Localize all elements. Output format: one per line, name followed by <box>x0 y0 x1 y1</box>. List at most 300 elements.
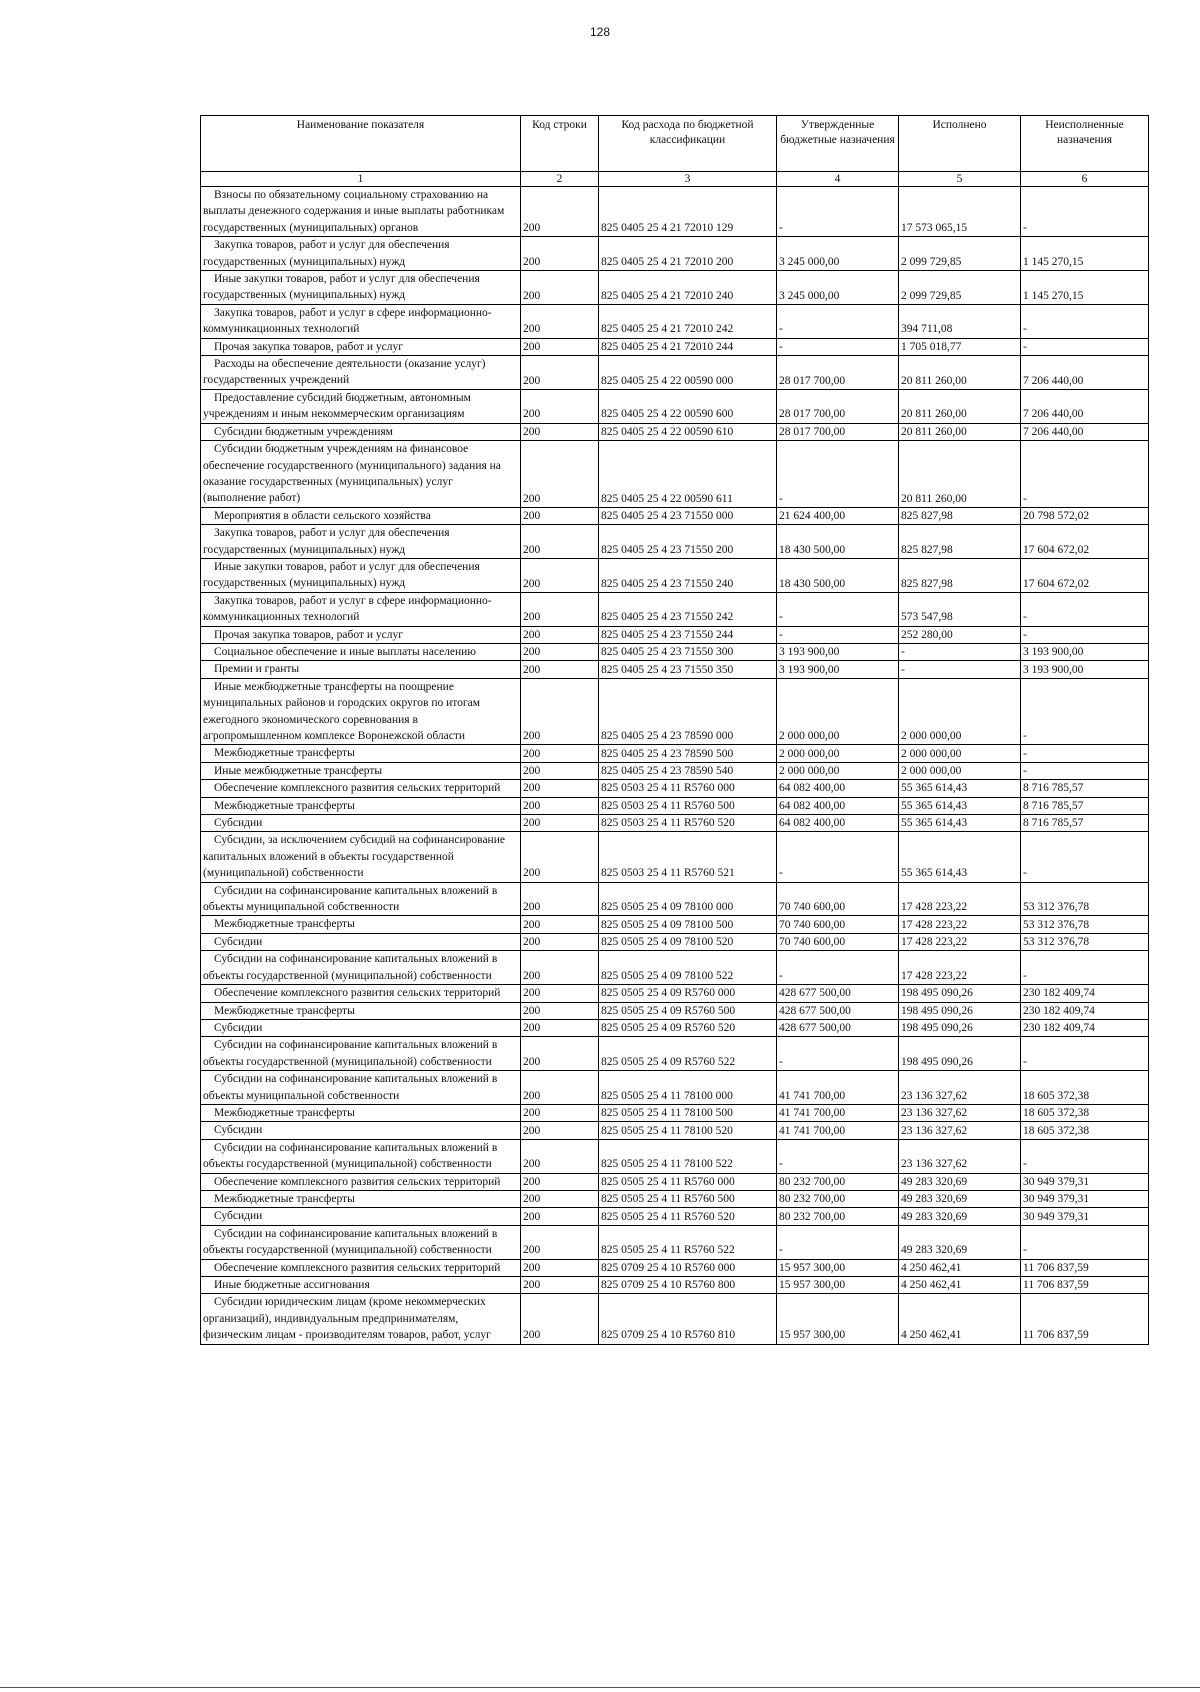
unexecuted-amount: - <box>1021 832 1149 882</box>
approved-amount: 70 740 600,00 <box>777 916 899 933</box>
line-code: 200 <box>521 441 599 508</box>
budget-class-code: 825 0505 25 4 09 78100 500 <box>599 916 777 933</box>
budget-class-code: 825 0405 25 4 21 72010 242 <box>599 304 777 338</box>
indicator-name: Обеспечение комплексного развития сельских территорий <box>201 780 521 797</box>
executed-amount: 4 250 462,41 <box>899 1259 1021 1276</box>
unexecuted-amount: - <box>1021 592 1149 626</box>
table-row <box>201 1139 1149 1173</box>
executed-amount: 1 705 018,77 <box>899 338 1021 355</box>
line-code: 200 <box>521 237 599 271</box>
table-row <box>201 797 1149 814</box>
indicator-name: Премии и гранты <box>201 661 521 678</box>
unexecuted-amount: - <box>1021 951 1149 985</box>
column-number: 4 <box>777 172 899 187</box>
budget-class-code: 825 0505 25 4 09 R5760 522 <box>599 1037 777 1071</box>
unexecuted-amount: - <box>1021 678 1149 745</box>
approved-amount: - <box>777 304 899 338</box>
column-number: 1 <box>201 172 521 187</box>
line-code: 200 <box>521 304 599 338</box>
indicator-name: Закупка товаров, работ и услуг для обеспечения государственных (муниципальных) нужд <box>201 525 521 559</box>
unexecuted-amount: 3 193 900,00 <box>1021 661 1149 678</box>
budget-class-code: 825 0405 25 4 21 72010 129 <box>599 187 777 237</box>
line-code: 200 <box>521 389 599 423</box>
line-code: 200 <box>521 762 599 779</box>
approved-amount: - <box>777 832 899 882</box>
indicator-name: Закупка товаров, работ и услуг для обеспечения государственных (муниципальных) нужд <box>201 237 521 271</box>
executed-amount: 55 365 614,43 <box>899 797 1021 814</box>
budget-class-code: 825 0405 25 4 23 71550 300 <box>599 643 777 660</box>
budget-class-code: 825 0505 25 4 09 78100 520 <box>599 933 777 950</box>
unexecuted-amount: 3 193 900,00 <box>1021 643 1149 660</box>
table-row <box>201 389 1149 423</box>
approved-amount: 2 000 000,00 <box>777 745 899 762</box>
header-approved: Утвержденные бюджетные назначения <box>777 116 899 172</box>
indicator-name: Иные межбюджетные трансферты <box>201 762 521 779</box>
table-row <box>201 643 1149 660</box>
unexecuted-amount: 7 206 440,00 <box>1021 356 1149 390</box>
budget-class-code: 825 0503 25 4 11 R5760 000 <box>599 780 777 797</box>
approved-amount: 64 082 400,00 <box>777 815 899 832</box>
table-row <box>201 271 1149 305</box>
indicator-name: Субсидии бюджетным учреждениям <box>201 423 521 440</box>
executed-amount: 23 136 327,62 <box>899 1071 1021 1105</box>
line-code: 200 <box>521 1122 599 1139</box>
indicator-name: Межбюджетные трансферты <box>201 1002 521 1019</box>
budget-class-code: 825 0505 25 4 11 78100 522 <box>599 1139 777 1173</box>
executed-amount: 17 428 223,22 <box>899 951 1021 985</box>
table-row <box>201 1104 1149 1121</box>
approved-amount: 64 082 400,00 <box>777 797 899 814</box>
indicator-name: Субсидии на софинансирование капитальных вложений в объекты государственной (муниципальной) собственности <box>201 1225 521 1259</box>
executed-amount: 17 428 223,22 <box>899 882 1021 916</box>
table-row <box>201 187 1149 237</box>
unexecuted-amount: 18 605 372,38 <box>1021 1104 1149 1121</box>
unexecuted-amount: - <box>1021 1225 1149 1259</box>
budget-class-code: 825 0405 25 4 22 00590 600 <box>599 389 777 423</box>
executed-amount: - <box>899 661 1021 678</box>
budget-class-code: 825 0505 25 4 11 78100 500 <box>599 1104 777 1121</box>
unexecuted-amount: 17 604 672,02 <box>1021 525 1149 559</box>
indicator-name: Межбюджетные трансферты <box>201 797 521 814</box>
budget-class-code: 825 0405 25 4 22 00590 610 <box>599 423 777 440</box>
unexecuted-amount: 17 604 672,02 <box>1021 558 1149 592</box>
executed-amount: 2 099 729,85 <box>899 271 1021 305</box>
executed-amount: 49 283 320,69 <box>899 1173 1021 1190</box>
budget-class-code: 825 0503 25 4 11 R5760 521 <box>599 832 777 882</box>
approved-amount: 15 957 300,00 <box>777 1277 899 1294</box>
unexecuted-amount: 11 706 837,59 <box>1021 1277 1149 1294</box>
executed-amount: 23 136 327,62 <box>899 1139 1021 1173</box>
table-row <box>201 1019 1149 1036</box>
line-code: 200 <box>521 1294 599 1344</box>
budget-class-code: 825 0405 25 4 21 72010 240 <box>599 271 777 305</box>
table-row <box>201 1259 1149 1276</box>
indicator-name: Субсидии бюджетным учреждениям на финансовое обеспечение государственного (муниципального) задания на оказание государственных (муниципальных) услуг (выполнение работ) <box>201 441 521 508</box>
line-code: 200 <box>521 1208 599 1225</box>
budget-class-code: 825 0405 25 4 23 71550 242 <box>599 592 777 626</box>
line-code: 200 <box>521 1071 599 1105</box>
table-row <box>201 441 1149 508</box>
budget-class-code: 825 0503 25 4 11 R5760 520 <box>599 815 777 832</box>
approved-amount: 28 017 700,00 <box>777 389 899 423</box>
budget-class-code: 825 0505 25 4 11 R5760 520 <box>599 1208 777 1225</box>
table-row <box>201 661 1149 678</box>
approved-amount: 21 624 400,00 <box>777 507 899 524</box>
approved-amount: 70 740 600,00 <box>777 882 899 916</box>
budget-class-code: 825 0405 25 4 23 78590 540 <box>599 762 777 779</box>
budget-class-code: 825 0505 25 4 09 R5760 520 <box>599 1019 777 1036</box>
executed-amount: 198 495 090,26 <box>899 985 1021 1002</box>
unexecuted-amount: 30 949 379,31 <box>1021 1208 1149 1225</box>
executed-amount: 55 365 614,43 <box>899 780 1021 797</box>
table-row <box>201 1071 1149 1105</box>
unexecuted-amount: 53 312 376,78 <box>1021 916 1149 933</box>
executed-amount: 198 495 090,26 <box>899 1019 1021 1036</box>
table-row <box>201 678 1149 745</box>
approved-amount: - <box>777 187 899 237</box>
budget-class-code: 825 0505 25 4 11 R5760 522 <box>599 1225 777 1259</box>
budget-class-code: 825 0405 25 4 23 71550 240 <box>599 558 777 592</box>
table-row <box>201 745 1149 762</box>
budget-class-code: 825 0405 25 4 21 72010 244 <box>599 338 777 355</box>
approved-amount: 3 245 000,00 <box>777 237 899 271</box>
unexecuted-amount: 30 949 379,31 <box>1021 1173 1149 1190</box>
executed-amount: 49 283 320,69 <box>899 1190 1021 1207</box>
executed-amount: 394 711,08 <box>899 304 1021 338</box>
budget-class-code: 825 0505 25 4 09 R5760 500 <box>599 1002 777 1019</box>
approved-amount: - <box>777 951 899 985</box>
unexecuted-amount: - <box>1021 1037 1149 1071</box>
approved-amount: - <box>777 1139 899 1173</box>
unexecuted-amount: 8 716 785,57 <box>1021 797 1149 814</box>
unexecuted-amount: 230 182 409,74 <box>1021 1019 1149 1036</box>
table-row <box>201 558 1149 592</box>
line-code: 200 <box>521 780 599 797</box>
indicator-name: Обеспечение комплексного развития сельских территорий <box>201 1173 521 1190</box>
executed-amount: 20 811 260,00 <box>899 356 1021 390</box>
table-row <box>201 304 1149 338</box>
table-row <box>201 507 1149 524</box>
approved-amount: 3 193 900,00 <box>777 643 899 660</box>
unexecuted-amount: 11 706 837,59 <box>1021 1294 1149 1344</box>
line-code: 200 <box>521 1259 599 1276</box>
page-bottom-rule <box>0 1687 1200 1688</box>
line-code: 200 <box>521 882 599 916</box>
unexecuted-amount: 8 716 785,57 <box>1021 815 1149 832</box>
budget-class-code: 825 0505 25 4 11 R5760 500 <box>599 1190 777 1207</box>
executed-amount: 49 283 320,69 <box>899 1208 1021 1225</box>
approved-amount: - <box>777 1037 899 1071</box>
executed-amount: 23 136 327,62 <box>899 1122 1021 1139</box>
executed-amount: 2 099 729,85 <box>899 237 1021 271</box>
indicator-name: Субсидии <box>201 1019 521 1036</box>
approved-amount: 41 741 700,00 <box>777 1122 899 1139</box>
line-code: 200 <box>521 356 599 390</box>
approved-amount: - <box>777 441 899 508</box>
approved-amount: 70 740 600,00 <box>777 933 899 950</box>
line-code: 200 <box>521 1139 599 1173</box>
approved-amount: 18 430 500,00 <box>777 558 899 592</box>
table-row <box>201 1002 1149 1019</box>
table-row <box>201 338 1149 355</box>
approved-amount: 15 957 300,00 <box>777 1259 899 1276</box>
budget-class-code: 825 0405 25 4 23 71550 244 <box>599 626 777 643</box>
column-number: 5 <box>899 172 1021 187</box>
budget-class-code: 825 0503 25 4 11 R5760 500 <box>599 797 777 814</box>
table-row <box>201 780 1149 797</box>
unexecuted-amount: 8 716 785,57 <box>1021 780 1149 797</box>
unexecuted-amount: 53 312 376,78 <box>1021 882 1149 916</box>
column-number: 2 <box>521 172 599 187</box>
approved-amount: 80 232 700,00 <box>777 1208 899 1225</box>
table-row <box>201 882 1149 916</box>
budget-class-code: 825 0709 25 4 10 R5760 000 <box>599 1259 777 1276</box>
unexecuted-amount: - <box>1021 1139 1149 1173</box>
indicator-name: Субсидии на софинансирование капитальных вложений в объекты муниципальной собственности <box>201 1071 521 1105</box>
line-code: 200 <box>521 1225 599 1259</box>
unexecuted-amount: 7 206 440,00 <box>1021 389 1149 423</box>
executed-amount: 198 495 090,26 <box>899 1037 1021 1071</box>
line-code: 200 <box>521 678 599 745</box>
approved-amount: 41 741 700,00 <box>777 1104 899 1121</box>
line-code: 200 <box>521 933 599 950</box>
table-body <box>201 187 1149 1345</box>
unexecuted-amount: - <box>1021 441 1149 508</box>
approved-amount: 2 000 000,00 <box>777 762 899 779</box>
indicator-name: Субсидии <box>201 1208 521 1225</box>
approved-amount: 428 677 500,00 <box>777 1019 899 1036</box>
budget-class-code: 825 0505 25 4 11 R5760 000 <box>599 1173 777 1190</box>
approved-amount: - <box>777 626 899 643</box>
line-code: 200 <box>521 338 599 355</box>
line-code: 200 <box>521 525 599 559</box>
table-row <box>201 1277 1149 1294</box>
budget-class-code: 825 0405 25 4 23 78590 500 <box>599 745 777 762</box>
line-code: 200 <box>521 661 599 678</box>
executed-amount: 55 365 614,43 <box>899 815 1021 832</box>
budget-class-code: 825 0405 25 4 22 00590 000 <box>599 356 777 390</box>
unexecuted-amount: 30 949 379,31 <box>1021 1190 1149 1207</box>
indicator-name: Субсидии юридическим лицам (кроме некоммерческих организаций), индивидуальным предпринимателям, физическим лицам - производителям товаров, работ, услуг <box>201 1294 521 1344</box>
indicator-name: Иные закупки товаров, работ и услуг для обеспечения государственных (муниципальных) нужд <box>201 558 521 592</box>
table-row <box>201 356 1149 390</box>
page-number: 128 <box>589 25 611 39</box>
executed-amount: 825 827,98 <box>899 525 1021 559</box>
approved-amount: 28 017 700,00 <box>777 356 899 390</box>
table-row <box>201 762 1149 779</box>
table-row <box>201 1208 1149 1225</box>
line-code: 200 <box>521 507 599 524</box>
line-code: 200 <box>521 592 599 626</box>
indicator-name: Обеспечение комплексного развития сельских территорий <box>201 1259 521 1276</box>
executed-amount: 4 250 462,41 <box>899 1294 1021 1344</box>
indicator-name: Прочая закупка товаров, работ и услуг <box>201 338 521 355</box>
executed-amount: 55 365 614,43 <box>899 832 1021 882</box>
line-code: 200 <box>521 815 599 832</box>
unexecuted-amount: - <box>1021 187 1149 237</box>
approved-amount: 428 677 500,00 <box>777 1002 899 1019</box>
line-code: 200 <box>521 1277 599 1294</box>
executed-amount: 17 428 223,22 <box>899 933 1021 950</box>
indicator-name: Межбюджетные трансферты <box>201 745 521 762</box>
line-code: 200 <box>521 626 599 643</box>
executed-amount: 825 827,98 <box>899 558 1021 592</box>
executed-amount: 17 573 065,15 <box>899 187 1021 237</box>
table-row <box>201 1037 1149 1071</box>
indicator-name: Иные бюджетные ассигнования <box>201 1277 521 1294</box>
approved-amount: 428 677 500,00 <box>777 985 899 1002</box>
unexecuted-amount: - <box>1021 338 1149 355</box>
table-row <box>201 626 1149 643</box>
table-row <box>201 423 1149 440</box>
budget-class-code: 825 0405 25 4 23 78590 000 <box>599 678 777 745</box>
budget-class-code: 825 0405 25 4 23 71550 200 <box>599 525 777 559</box>
unexecuted-amount: 18 605 372,38 <box>1021 1071 1149 1105</box>
budget-class-code: 825 0405 25 4 23 71550 000 <box>599 507 777 524</box>
approved-amount: 28 017 700,00 <box>777 423 899 440</box>
line-code: 200 <box>521 1002 599 1019</box>
line-code: 200 <box>521 1173 599 1190</box>
approved-amount: 3 245 000,00 <box>777 271 899 305</box>
approved-amount: 41 741 700,00 <box>777 1071 899 1105</box>
unexecuted-amount: 7 206 440,00 <box>1021 423 1149 440</box>
line-code: 200 <box>521 423 599 440</box>
executed-amount: 4 250 462,41 <box>899 1277 1021 1294</box>
indicator-name: Мероприятия в области сельского хозяйства <box>201 507 521 524</box>
approved-amount: 2 000 000,00 <box>777 678 899 745</box>
line-code: 200 <box>521 1190 599 1207</box>
indicator-name: Межбюджетные трансферты <box>201 1104 521 1121</box>
executed-amount: 198 495 090,26 <box>899 1002 1021 1019</box>
approved-amount: - <box>777 1225 899 1259</box>
executed-amount: - <box>899 643 1021 660</box>
column-number: 3 <box>599 172 777 187</box>
executed-amount: 20 811 260,00 <box>899 423 1021 440</box>
line-code: 200 <box>521 558 599 592</box>
line-code: 200 <box>521 1104 599 1121</box>
indicator-name: Субсидии, за исключением субсидий на софинансирование капитальных вложений в объекты государственной (муниципальной) собственности <box>201 832 521 882</box>
table-row <box>201 1173 1149 1190</box>
approved-amount: 80 232 700,00 <box>777 1173 899 1190</box>
report-table <box>200 115 1149 1345</box>
line-code: 200 <box>521 643 599 660</box>
budget-class-code: 825 0505 25 4 11 78100 000 <box>599 1071 777 1105</box>
table-row <box>201 951 1149 985</box>
table-row <box>201 1294 1149 1344</box>
unexecuted-amount: - <box>1021 745 1149 762</box>
table-row <box>201 1190 1149 1207</box>
unexecuted-amount: - <box>1021 304 1149 338</box>
indicator-name: Субсидии <box>201 1122 521 1139</box>
indicator-name: Субсидии на софинансирование капитальных вложений в объекты государственной (муниципальной) собственности <box>201 1037 521 1071</box>
indicator-name: Субсидии на софинансирование капитальных вложений в объекты муниципальной собственности <box>201 882 521 916</box>
executed-amount: 23 136 327,62 <box>899 1104 1021 1121</box>
indicator-name: Субсидии <box>201 933 521 950</box>
unexecuted-amount: 11 706 837,59 <box>1021 1259 1149 1276</box>
executed-amount: 17 428 223,22 <box>899 916 1021 933</box>
approved-amount: 64 082 400,00 <box>777 780 899 797</box>
approved-amount: 80 232 700,00 <box>777 1190 899 1207</box>
approved-amount: - <box>777 592 899 626</box>
line-code: 200 <box>521 1019 599 1036</box>
budget-class-code: 825 0405 25 4 21 72010 200 <box>599 237 777 271</box>
budget-class-code: 825 0505 25 4 09 78100 522 <box>599 951 777 985</box>
executed-amount: 20 811 260,00 <box>899 389 1021 423</box>
unexecuted-amount: 1 145 270,15 <box>1021 271 1149 305</box>
header-name: Наименование показателя <box>201 116 521 172</box>
unexecuted-amount: 230 182 409,74 <box>1021 985 1149 1002</box>
budget-class-code: 825 0709 25 4 10 R5760 810 <box>599 1294 777 1344</box>
budget-class-code: 825 0405 25 4 22 00590 611 <box>599 441 777 508</box>
line-code: 200 <box>521 1037 599 1071</box>
approved-amount: 3 193 900,00 <box>777 661 899 678</box>
budget-class-code: 825 0405 25 4 23 71550 350 <box>599 661 777 678</box>
table-row <box>201 832 1149 882</box>
unexecuted-amount: 18 605 372,38 <box>1021 1122 1149 1139</box>
executed-amount: 252 280,00 <box>899 626 1021 643</box>
header-executed: Исполнено <box>899 116 1021 172</box>
unexecuted-amount: 20 798 572,02 <box>1021 507 1149 524</box>
indicator-name: Межбюджетные трансферты <box>201 1190 521 1207</box>
executed-amount: 2 000 000,00 <box>899 678 1021 745</box>
line-code: 200 <box>521 985 599 1002</box>
indicator-name: Субсидии <box>201 815 521 832</box>
unexecuted-amount: 230 182 409,74 <box>1021 1002 1149 1019</box>
indicator-name: Предоставление субсидий бюджетным, автономным учреждениям и иным некоммерческим организациям <box>201 389 521 423</box>
table-row <box>201 1225 1149 1259</box>
column-number: 6 <box>1021 172 1149 187</box>
executed-amount: 49 283 320,69 <box>899 1225 1021 1259</box>
header-budget-code: Код расхода по бюджетной классификации <box>599 116 777 172</box>
indicator-name: Субсидии на софинансирование капитальных вложений в объекты государственной (муниципальной) собственности <box>201 1139 521 1173</box>
header-unexecuted: Неисполненные назначения <box>1021 116 1149 172</box>
unexecuted-amount: 1 145 270,15 <box>1021 237 1149 271</box>
table-row <box>201 933 1149 950</box>
budget-class-code: 825 0505 25 4 09 R5760 000 <box>599 985 777 1002</box>
executed-amount: 2 000 000,00 <box>899 762 1021 779</box>
indicator-name: Субсидии на софинансирование капитальных вложений в объекты государственной (муниципальной) собственности <box>201 951 521 985</box>
indicator-name: Закупка товаров, работ и услуг в сфере информационно-коммуникационных технологий <box>201 592 521 626</box>
executed-amount: 825 827,98 <box>899 507 1021 524</box>
budget-class-code: 825 0505 25 4 11 78100 520 <box>599 1122 777 1139</box>
table-row <box>201 815 1149 832</box>
indicator-name: Межбюджетные трансферты <box>201 916 521 933</box>
line-code: 200 <box>521 745 599 762</box>
executed-amount: 2 000 000,00 <box>899 745 1021 762</box>
indicator-name: Иные межбюджетные трансферты на поощрение муниципальных районов и городских округов по итогам ежегодного экономического соревнования в агропромышленном комплексе Воронежской области <box>201 678 521 745</box>
table-row <box>201 1122 1149 1139</box>
budget-class-code: 825 0709 25 4 10 R5760 800 <box>599 1277 777 1294</box>
table-row <box>201 916 1149 933</box>
executed-amount: 20 811 260,00 <box>899 441 1021 508</box>
indicator-name: Прочая закупка товаров, работ и услуг <box>201 626 521 643</box>
line-code: 200 <box>521 832 599 882</box>
unexecuted-amount: 53 312 376,78 <box>1021 933 1149 950</box>
line-code: 200 <box>521 951 599 985</box>
approved-amount: - <box>777 338 899 355</box>
line-code: 200 <box>521 797 599 814</box>
table-row <box>201 592 1149 626</box>
line-code: 200 <box>521 271 599 305</box>
indicator-name: Иные закупки товаров, работ и услуг для обеспечения государственных (муниципальных) нужд <box>201 271 521 305</box>
unexecuted-amount: - <box>1021 626 1149 643</box>
line-code: 200 <box>521 187 599 237</box>
table-row <box>201 525 1149 559</box>
header-line-code: Код строки <box>521 116 599 172</box>
indicator-name: Взносы по обязательному социальному страхованию на выплаты денежного содержания и иные выплаты работникам государственных (муниципальных) органов <box>201 187 521 237</box>
line-code: 200 <box>521 916 599 933</box>
indicator-name: Расходы на обеспечение деятельности (оказание услуг) государственных учреждений <box>201 356 521 390</box>
